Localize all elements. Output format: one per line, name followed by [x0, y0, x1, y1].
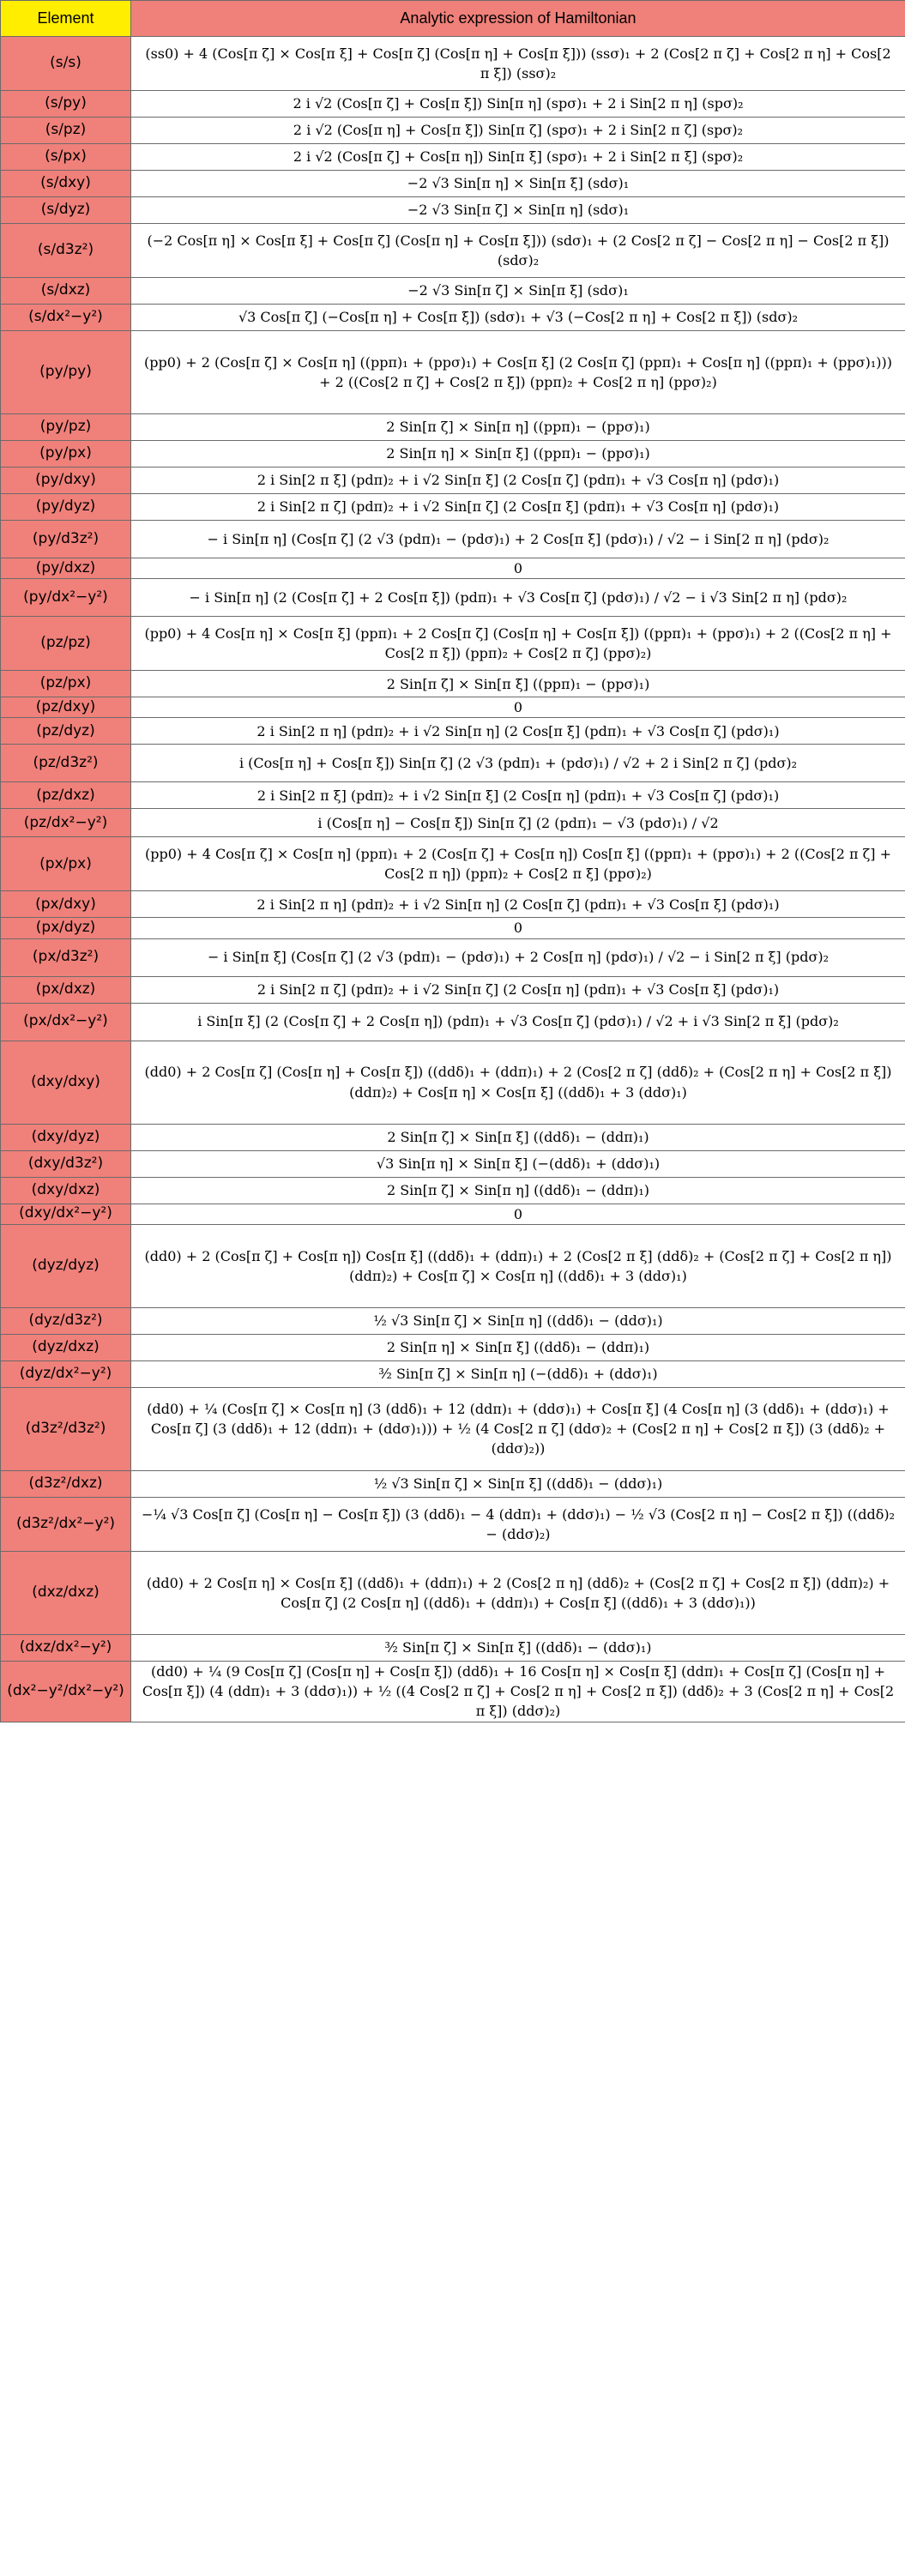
element-cell: (s/dxz): [1, 278, 131, 305]
element-cell: (py/dx²−y²): [1, 579, 131, 617]
table-row: [1, 1661, 905, 1722]
element-cell: (s/d3z²): [1, 224, 131, 278]
table-row: [1, 697, 905, 718]
element-cell: (d3z²/d3z²): [1, 1387, 131, 1470]
element-cell: (s/dxy): [1, 171, 131, 197]
element-cell: (pz/dx²−y²): [1, 809, 131, 837]
element-cell: (dyz/dxz): [1, 1334, 131, 1360]
hamiltonian-expression: 2 i Sin[2 π η] (pdπ)₂ + i √2 Sin[π η] (2 Cos[π ξ] (pdπ)₁ + √3 Cos[π ζ] (pdσ)₁): [256, 722, 780, 739]
expression-cell: [131, 1307, 905, 1334]
element-cell: (pz/pz): [1, 617, 131, 671]
hamiltonian-expression: (pp0) + 2 (Cos[π ζ] × Cos[π η] ((ppπ)₁ + (ppσ)₁) + Cos[π ξ] (2 Cos[π ζ] (ppπ)₁ + Cos[π η] ((ppπ)₁ + (ppσ)₁))) + 2 ((Cos[2 π ζ] + Cos[2 π ξ]) (ppπ)₂ + Cos[2 π η] (ppσ)₂): [144, 353, 892, 390]
expression-cell: [131, 331, 905, 414]
element-cell: (py/py): [1, 331, 131, 414]
element-cell: (py/pz): [1, 414, 131, 441]
hamiltonian-expression: 2 i √2 (Cos[π ζ] + Cos[π ξ]) Sin[π η] (spσ)₁ + 2 i Sin[2 π η] (spσ)₂: [293, 95, 744, 112]
element-cell: (px/d3z²): [1, 938, 131, 976]
hamiltonian-expression: 2 Sin[π η] × Sin[π ξ] ((ddδ)₁ − (ddπ)₁): [386, 1339, 650, 1356]
hamiltonian-expression: (pp0) + 4 Cos[π ζ] × Cos[π η] (ppπ)₁ + 2 (Cos[π ζ] + Cos[π η]) Cos[π ξ] ((ppπ)₁ + (ppσ)₁) + 2 ((Cos[2 π ζ] + Cos[2 π η]) (ppπ)₂ + Cos[2 π ξ] (ppσ)₂): [144, 846, 891, 883]
hamiltonian-expression: ½ √3 Sin[π ζ] × Sin[π ξ] ((ddδ)₁ − (ddσ)₁): [373, 1475, 663, 1493]
hamiltonian-expression: 2 i Sin[2 π ξ] (pdπ)₂ + i √2 Sin[π ξ] (2 Cos[π η] (pdπ)₁ + √3 Cos[π ζ] (pdσ)₁): [256, 787, 780, 804]
hamiltonian-expression: − i Sin[π η] (2 (Cos[π ζ] + 2 Cos[π ξ]) (pdπ)₁ + √3 Cos[π ζ] (pdσ)₁) / √2 − i √3 Sin[2 π η] (pdσ)₂: [189, 589, 848, 606]
expression-cell: [131, 697, 905, 718]
expression-cell: [131, 468, 905, 494]
table-row: [1, 1124, 905, 1150]
element-cell: (s/px): [1, 144, 131, 171]
table-row: [1, 1634, 905, 1661]
element-cell: (pz/dyz): [1, 718, 131, 745]
hamiltonian-expression: 2 Sin[π ζ] × Sin[π ξ] ((ddδ)₁ − (ddπ)₁): [387, 1128, 649, 1145]
hamiltonian-expression: 2 i √2 (Cos[π ζ] + Cos[π η]) Sin[π ξ] (spσ)₁ + 2 i Sin[2 π ξ] (spσ)₂: [293, 148, 744, 166]
hamiltonian-expression: −2 √3 Sin[π η] × Sin[π ξ] (sdσ)₁: [407, 175, 630, 192]
hamiltonian-expression: 2 Sin[π ζ] × Sin[π η] ((ddδ)₁ − (ddπ)₁): [386, 1181, 650, 1198]
table-row: [1, 1003, 905, 1041]
expression-cell: [131, 224, 905, 278]
hamiltonian-expression: ½ √3 Sin[π ζ] × Sin[π η] ((ddδ)₁ − (ddσ)₁): [373, 1312, 663, 1330]
element-cell: (s/s): [1, 37, 131, 91]
expression-column-header: Analytic expression of Hamiltonian: [131, 1, 905, 37]
hamiltonian-expression: i (Cos[π η] − Cos[π ξ]) Sin[π ζ] (2 (pdπ)₁ − √3 (pdσ)₁) / √2: [317, 814, 719, 831]
table-row: [1, 1387, 905, 1470]
expression-cell: [131, 1204, 905, 1224]
expression-cell: [131, 414, 905, 441]
element-cell: (dxz/dx²−y²): [1, 1634, 131, 1661]
expression-cell: [131, 1177, 905, 1204]
table-row: [1, 558, 905, 579]
table-row: [1, 1041, 905, 1124]
element-cell: (px/dx²−y²): [1, 1003, 131, 1041]
expression-cell: [131, 1634, 905, 1661]
table-row: [1, 197, 905, 224]
expression-cell: [131, 617, 905, 671]
table-row: [1, 1497, 905, 1551]
expression-cell: [131, 1497, 905, 1551]
table-row: [1, 718, 905, 745]
table-row: [1, 278, 905, 305]
hamiltonian-expression: 0: [513, 699, 523, 716]
expression-cell: [131, 1387, 905, 1470]
element-cell: (px/px): [1, 837, 131, 891]
hamiltonian-expression: (ss0) + 4 (Cos[π ζ] × Cos[π ξ] + Cos[π ζ] (Cos[π η] + Cos[π ξ])) (ssσ)₁ + 2 (Cos[2 π ζ] + Cos[2 π η] + Cos[2 π ξ]) (ssσ)₂: [145, 45, 891, 81]
table-row: [1, 617, 905, 671]
element-cell: (pz/dxz): [1, 782, 131, 809]
table-row: [1, 809, 905, 837]
element-cell: (dxy/dxy): [1, 1041, 131, 1124]
expression-cell: [131, 891, 905, 918]
expression-cell: [131, 1003, 905, 1041]
element-column-header: Element: [1, 1, 131, 37]
expression-cell: [131, 976, 905, 1003]
element-cell: (px/dxz): [1, 976, 131, 1003]
expression-cell: [131, 521, 905, 558]
expression-cell: [131, 197, 905, 224]
hamiltonian-expression: 2 i Sin[2 π η] (pdπ)₂ + i √2 Sin[π η] (2 Cos[π ζ] (pdπ)₁ + √3 Cos[π ξ] (pdσ)₁): [256, 896, 780, 913]
expression-cell: [131, 171, 905, 197]
element-cell: (s/py): [1, 91, 131, 118]
element-cell: (d3z²/dxz): [1, 1470, 131, 1497]
table-row: [1, 91, 905, 118]
element-cell: (py/px): [1, 441, 131, 468]
hamiltonian-expression: − i Sin[π ξ] (Cos[π ζ] (2 √3 (pdπ)₁ − (pdσ)₁) + 2 Cos[π η] (pdσ)₁) / √2 − i Sin[2 π ξ] (pdσ)₂: [207, 949, 830, 966]
expression-cell: [131, 745, 905, 782]
table-row: [1, 1470, 905, 1497]
hamiltonian-expression: √3 Cos[π ζ] (−Cos[π η] + Cos[π ξ]) (sdσ)₁ + √3 (−Cos[2 π η] + Cos[2 π ξ]) (sdσ)₂: [238, 309, 799, 326]
hamiltonian-expression: (dd0) + 2 Cos[π η] × Cos[π ξ] ((ddδ)₁ + (ddπ)₁) + 2 (Cos[2 π η] (ddδ)₂ + (Cos[2 π ζ] + Cos[2 π ξ]) (ddπ)₂) + Cos[π ζ] (2 Cos[π η] ((ddδ)₁ + (ddπ)₁) + Cos[π ξ] ((ddδ)₁ + 3 (ddσ)₁)): [146, 1574, 890, 1611]
element-cell: (px/dxy): [1, 891, 131, 918]
hamiltonian-expression: 0: [513, 920, 523, 937]
element-cell: (dx²−y²/dx²−y²): [1, 1661, 131, 1722]
table-row: [1, 1204, 905, 1224]
hamiltonian-expression: (dd0) + ¼ (9 Cos[π ζ] (Cos[π η] + Cos[π ξ]) (ddδ)₁ + 16 Cos[π η] × Cos[π ξ] (ddπ)₁ + Cos[π ζ] (Cos[π η] + Cos[π ξ]) (4 (ddπ)₁ + 3 (ddσ)₁)) + ½ ((4 Cos[2 π ζ] + Cos[2 π η] + Cos[2 π ξ]) (ddδ)₂ + 3 (Cos[2 π η] + Cos[2 π ξ]) (ddσ)₂): [142, 1662, 895, 1720]
table-row: [1, 671, 905, 697]
hamiltonian-expression: ³⁄₂ Sin[π ζ] × Sin[π η] (−(ddδ)₁ + (ddσ)₁): [378, 1366, 658, 1383]
hamiltonian-expression: ³⁄₂ Sin[π ζ] × Sin[π ξ] ((ddδ)₁ − (ddσ)₁): [384, 1639, 652, 1656]
expression-cell: [131, 278, 905, 305]
table-row: [1, 224, 905, 278]
hamiltonian-expression: (dd0) + 2 (Cos[π ζ] + Cos[π η]) Cos[π ξ] ((ddδ)₁ + (ddπ)₁) + 2 (Cos[2 π ξ] (ddδ)₂ + (Cos[2 π ζ] + Cos[2 π η]) (ddπ)₂) + Cos[π ζ] × Cos[π η] ((ddδ)₁ + 3 (ddσ)₁): [144, 1247, 892, 1284]
table-row: [1, 1551, 905, 1634]
expression-cell: [131, 809, 905, 837]
table-row: [1, 891, 905, 918]
hamiltonian-expression: − i Sin[π η] (Cos[π ζ] (2 √3 (pdπ)₁ − (pdσ)₁) + 2 Cos[π ξ] (pdσ)₁) / √2 − i Sin[2 π η] (pdσ)₂: [207, 530, 830, 547]
table-row: [1, 1224, 905, 1307]
element-cell: (s/pz): [1, 118, 131, 144]
expression-cell: [131, 37, 905, 91]
table-row: [1, 331, 905, 414]
expression-cell: [131, 837, 905, 891]
element-cell: (dxy/dx²−y²): [1, 1204, 131, 1224]
table-row: [1, 782, 905, 809]
table-row: [1, 837, 905, 891]
expression-cell: [131, 1224, 905, 1307]
expression-cell: [131, 718, 905, 745]
hamiltonian-expression: −2 √3 Sin[π ζ] × Sin[π ξ] (sdσ)₁: [407, 282, 629, 299]
hamiltonian-expression: 2 Sin[π η] × Sin[π ξ] ((ppπ)₁ − (ppσ)₁): [386, 445, 650, 462]
element-cell: (dxz/dxz): [1, 1551, 131, 1634]
table-row: [1, 745, 905, 782]
table-row: [1, 118, 905, 144]
hamiltonian-expression: (dd0) + ¼ (Cos[π ζ] × Cos[π η] (3 (ddδ)₁ + 12 (ddπ)₁ + (ddσ)₁) + Cos[π ξ] (4 Cos[π η] (3 (ddδ)₁ + (ddσ)₁) + Cos[π ζ] (3 (ddδ)₁ + 12 (ddπ)₁ + (ddσ)₁))) + ½ (4 Cos[2 π ζ] (ddσ)₂ + (Cos[2 π η] + Cos[2 π ξ]) (3 (ddδ)₂ + (ddσ)₂)): [147, 1400, 890, 1457]
table-row: [1, 1360, 905, 1387]
table-row: [1, 494, 905, 521]
hamiltonian-expression: (dd0) + 2 Cos[π ζ] (Cos[π η] + Cos[π ξ]) ((ddδ)₁ + (ddπ)₁) + 2 (Cos[2 π ζ] (ddδ)₂ + (Cos[2 π η] + Cos[2 π ξ]) (ddπ)₂) + Cos[π η] × Cos[π ξ] ((ddδ)₁ + 3 (ddσ)₁): [144, 1064, 892, 1101]
expression-cell: [131, 305, 905, 331]
expression-cell: [131, 558, 905, 579]
hamiltonian-expression: 2 i √2 (Cos[π η] + Cos[π ξ]) Sin[π ζ] (spσ)₁ + 2 i Sin[2 π ζ] (spσ)₂: [293, 122, 744, 139]
element-cell: (dyz/dx²−y²): [1, 1360, 131, 1387]
element-cell: (py/dyz): [1, 494, 131, 521]
expression-cell: [131, 1661, 905, 1722]
expression-cell: [131, 1551, 905, 1634]
expression-cell: [131, 118, 905, 144]
table-row: [1, 938, 905, 976]
element-cell: (s/dyz): [1, 197, 131, 224]
expression-cell: [131, 579, 905, 617]
element-cell: (d3z²/dx²−y²): [1, 1497, 131, 1551]
table-row: [1, 468, 905, 494]
expression-cell: [131, 1334, 905, 1360]
expression-cell: [131, 918, 905, 938]
table-row: [1, 1150, 905, 1177]
table-row: [1, 171, 905, 197]
element-cell: (dyz/dyz): [1, 1224, 131, 1307]
element-cell: (pz/dxy): [1, 697, 131, 718]
hamiltonian-expression: 2 i Sin[2 π ζ] (pdπ)₂ + i √2 Sin[π ζ] (2 Cos[π η] (pdπ)₁ + √3 Cos[π ξ] (pdσ)₁): [256, 980, 780, 998]
hamiltonian-expression: 0: [513, 1205, 523, 1222]
table-row: [1, 414, 905, 441]
element-cell: (pz/px): [1, 671, 131, 697]
table-row: [1, 521, 905, 558]
expression-cell: [131, 1150, 905, 1177]
expression-cell: [131, 144, 905, 171]
expression-cell: [131, 938, 905, 976]
expression-cell: [131, 1041, 905, 1124]
expression-cell: [131, 494, 905, 521]
element-cell: (py/dxz): [1, 558, 131, 579]
table-row: [1, 1307, 905, 1334]
table-row: [1, 144, 905, 171]
hamiltonian-expression: √3 Sin[π η] × Sin[π ξ] (−(ddδ)₁ + (ddσ)₁): [376, 1155, 661, 1172]
table-row: [1, 37, 905, 91]
hamiltonian-expression: 2 Sin[π ζ] × Sin[π η] ((ppπ)₁ − (ppσ)₁): [386, 419, 650, 436]
element-cell: (s/dx²−y²): [1, 305, 131, 331]
element-cell: (dxy/d3z²): [1, 1150, 131, 1177]
expression-cell: [131, 1470, 905, 1497]
table-row: [1, 1177, 905, 1204]
table-row: [1, 918, 905, 938]
hamiltonian-expression: (pp0) + 4 Cos[π η] × Cos[π ξ] (ppπ)₁ + 2 Cos[π ζ] (Cos[π η] + Cos[π ξ]) ((ppπ)₁ + (ppσ)₁) + 2 ((Cos[2 π η] + Cos[2 π ξ]) (ppπ)₂ + Cos[2 π ζ] (ppσ)₂): [144, 625, 892, 662]
table-row: [1, 1334, 905, 1360]
expression-cell: [131, 671, 905, 697]
expression-cell: [131, 782, 905, 809]
expression-cell: [131, 1360, 905, 1387]
element-cell: (pz/d3z²): [1, 745, 131, 782]
hamiltonian-expression: −2 √3 Sin[π ζ] × Sin[π η] (sdσ)₁: [407, 202, 630, 219]
hamiltonian-expression: −¼ √3 Cos[π ζ] (Cos[π η] − Cos[π ξ]) (3 (ddδ)₁ − 4 (ddπ)₁ + (ddσ)₁) − ½ √3 (Cos[2 π η] − Cos[2 π ξ]) ((ddδ)₂ − (ddσ)₂): [142, 1505, 895, 1542]
expression-cell: [131, 91, 905, 118]
hamiltonian-expression: i (Cos[π η] + Cos[π ξ]) Sin[π ζ] (2 √3 (pdπ)₁ + (pdσ)₁) / √2 + 2 i Sin[2 π ζ] (pdσ)₂: [238, 755, 798, 772]
element-cell: (dxy/dxz): [1, 1177, 131, 1204]
element-cell: (px/dyz): [1, 918, 131, 938]
hamiltonian-expression: i Sin[π ξ] (2 (Cos[π ζ] + 2 Cos[π η]) (pdπ)₁ + √3 Cos[π ζ] (pdσ)₁) / √2 + i √3 Sin[2 π ξ] (pdσ)₂: [197, 1013, 839, 1030]
element-cell: (py/d3z²): [1, 521, 131, 558]
element-cell: (dxy/dyz): [1, 1124, 131, 1150]
table-body: [1, 37, 905, 1722]
table-row: [1, 579, 905, 617]
expression-cell: [131, 441, 905, 468]
expression-cell: [131, 1124, 905, 1150]
element-cell: (py/dxy): [1, 468, 131, 494]
table-row: [1, 441, 905, 468]
hamiltonian-expression: 0: [513, 560, 523, 576]
hamiltonian-expression: (−2 Cos[π η] × Cos[π ξ] + Cos[π ζ] (Cos[π η] + Cos[π ξ])) (sdσ)₁ + (2 Cos[2 π ζ] − Cos[2 π η] − Cos[2 π ξ]) (sdσ)₂: [147, 232, 890, 268]
element-cell: (dyz/d3z²): [1, 1307, 131, 1334]
header-row: [1, 1, 905, 37]
table-row: [1, 976, 905, 1003]
table-row: [1, 305, 905, 331]
hamiltonian-expression: 2 Sin[π ζ] × Sin[π ξ] ((ppπ)₁ − (ppσ)₁): [386, 675, 650, 692]
hamiltonian-expression: 2 i Sin[2 π ζ] (pdπ)₂ + i √2 Sin[π ζ] (2 Cos[π ξ] (pdπ)₁ + √3 Cos[π η] (pdσ)₁): [256, 498, 780, 516]
hamiltonian-expression: 2 i Sin[2 π ξ] (pdπ)₂ + i √2 Sin[π ξ] (2 Cos[π ζ] (pdπ)₁ + √3 Cos[π η] (pdσ)₁): [256, 472, 780, 489]
